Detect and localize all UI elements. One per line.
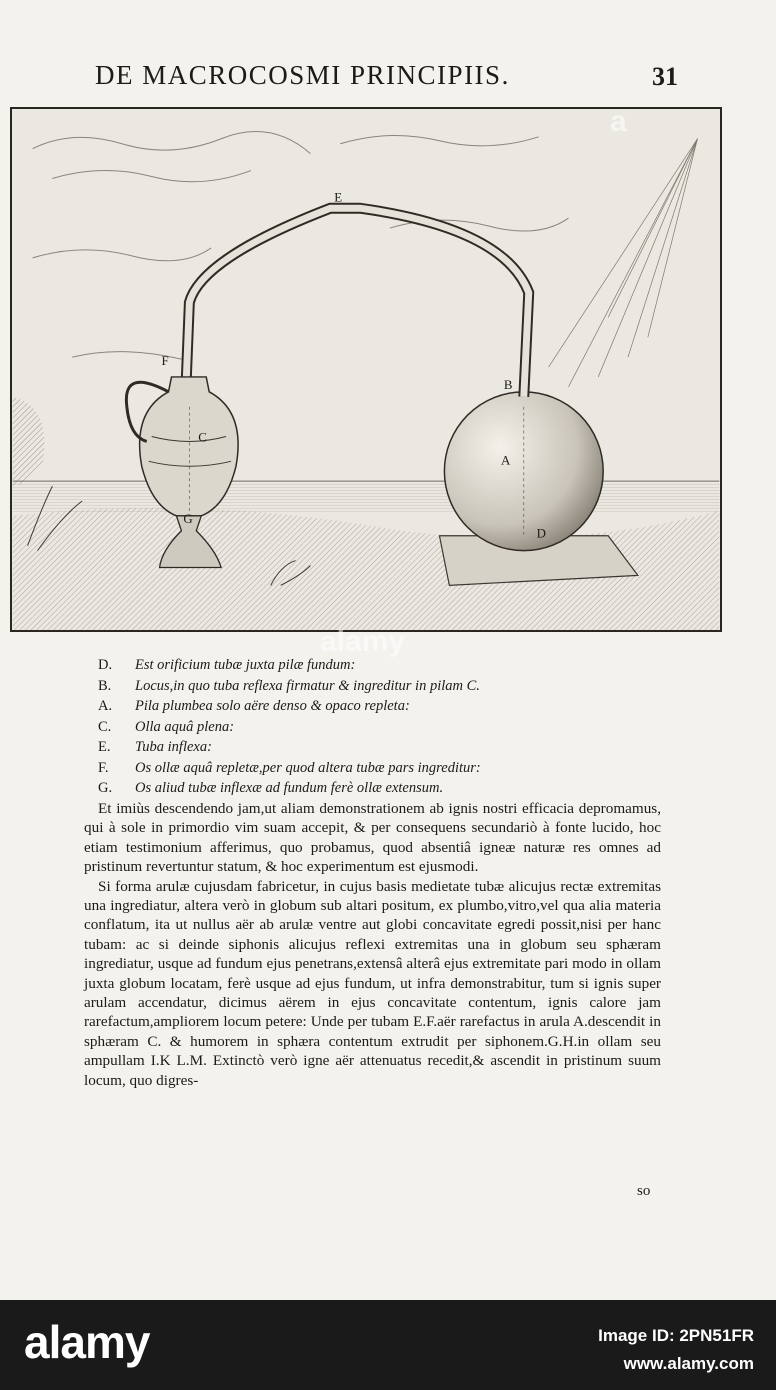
legend-row xyxy=(98,655,658,676)
label-E: E xyxy=(334,190,343,205)
legend-text: Locus,in quo tuba reflexa firmatur & ingreditur in pilam C. xyxy=(135,677,480,694)
legend-text: Tuba inflexa: xyxy=(135,739,212,755)
legend-text: Olla aquâ plena: xyxy=(135,718,235,735)
label-A: A xyxy=(500,453,511,468)
watermark-ghost: alamy xyxy=(320,625,406,658)
plate-legend xyxy=(98,655,658,799)
body-text xyxy=(84,799,661,1090)
legend-key: G. xyxy=(98,780,113,796)
catchword: so xyxy=(637,1183,651,1199)
paragraph-2: Si forma arulæ cujusdam fabricetur, in cujus basis medietate tubæ alicujus rectæ extremitas una ingrediatur, altera verò in globum sub altari positum, ex plumbo,vitro,vel qua alia materia conflatum, ita ut nullus aër ab arulæ ventre aut globi concavitate egredi possit,nisi per hanc tubam: ac si deinde siphonis alicujus reflexi extremitas una in globum seu sphæram ingrediatur, usque ad fundum ejus penetrans,extensâ alterâ ejus extremitate pari modo in ollam juxta globum locatam, ferè usque ad ejus fundum, ut infra demonstrabitur, tum si ignis super arulam accendatur, dicimus aërem in ejus concavitate contentum, ignis calore jam rarefactum,ampliorem locum petere: Unde per tubam E.F.aër rarefactus in arula A.descendit in sphæram C. & humorem in sphæra contentum extrudit per siphonem.G.H.in ollam seu ampullam I.K L.M. Extinctò verò igne aër attenuatus recedit,& ascendit in pristinum suum locum, quo digres- xyxy=(84,877,661,1089)
running-header: DE MACROCOSMI PRINCIPIIS. xyxy=(95,60,510,90)
legend-row xyxy=(98,676,658,697)
sun-rays xyxy=(549,139,698,387)
watermark-bar xyxy=(0,1300,776,1390)
legend-row xyxy=(98,717,658,738)
legend-text: Os ollæ aquâ repletæ,per quod altera tubæ pars ingreditur: xyxy=(135,759,481,776)
watermark-info xyxy=(598,1322,754,1378)
legend-key: B. xyxy=(98,677,112,694)
page-number: 31 xyxy=(652,62,678,91)
legend-key: E. xyxy=(98,739,111,755)
legend-key: F. xyxy=(98,759,109,776)
label-C: C xyxy=(198,430,207,445)
engraving-plate xyxy=(10,107,722,632)
label-F: F xyxy=(161,354,169,369)
legend-text: Est orificium tubæ juxta pilæ fundum: xyxy=(135,657,356,673)
legend-row xyxy=(98,737,658,758)
alamy-logo: alamy xyxy=(24,1316,150,1368)
legend-text: Os aliud tubæ inflexæ ad fundum ferè ollæ extensum. xyxy=(135,780,444,796)
label-G: G xyxy=(183,511,193,526)
legend-key: C. xyxy=(98,718,112,735)
legend-row xyxy=(98,696,658,717)
image-id: Image ID: 2PN51FR xyxy=(598,1326,754,1345)
legend-key: D. xyxy=(98,657,113,673)
apparatus-engraving xyxy=(12,109,720,630)
legend-row xyxy=(98,778,658,799)
legend-key: A. xyxy=(98,698,113,714)
label-B: B xyxy=(503,377,513,392)
watermark-ghost: a xyxy=(610,105,627,138)
label-D: D xyxy=(536,526,547,541)
paragraph-1: Et imiùs descendendo jam,ut aliam demonstrationem ab ignis nostri efficacia depromamus, qui à sole in primordio vim suam accepit, & per consequens secundariò à fonte lucido, hoc etiam testimonium afferimus, quo probamus, quod absentiâ igneæ naturæ res omnes ad pristinum revertuntur statum, & hoc experimentum est ejusmodi. xyxy=(84,800,661,876)
legend-text: Pila plumbea solo aëre denso & opaco repleta: xyxy=(135,698,410,714)
site-url: www.alamy.com xyxy=(623,1354,754,1373)
sea xyxy=(13,482,720,512)
legend-row xyxy=(98,758,658,779)
